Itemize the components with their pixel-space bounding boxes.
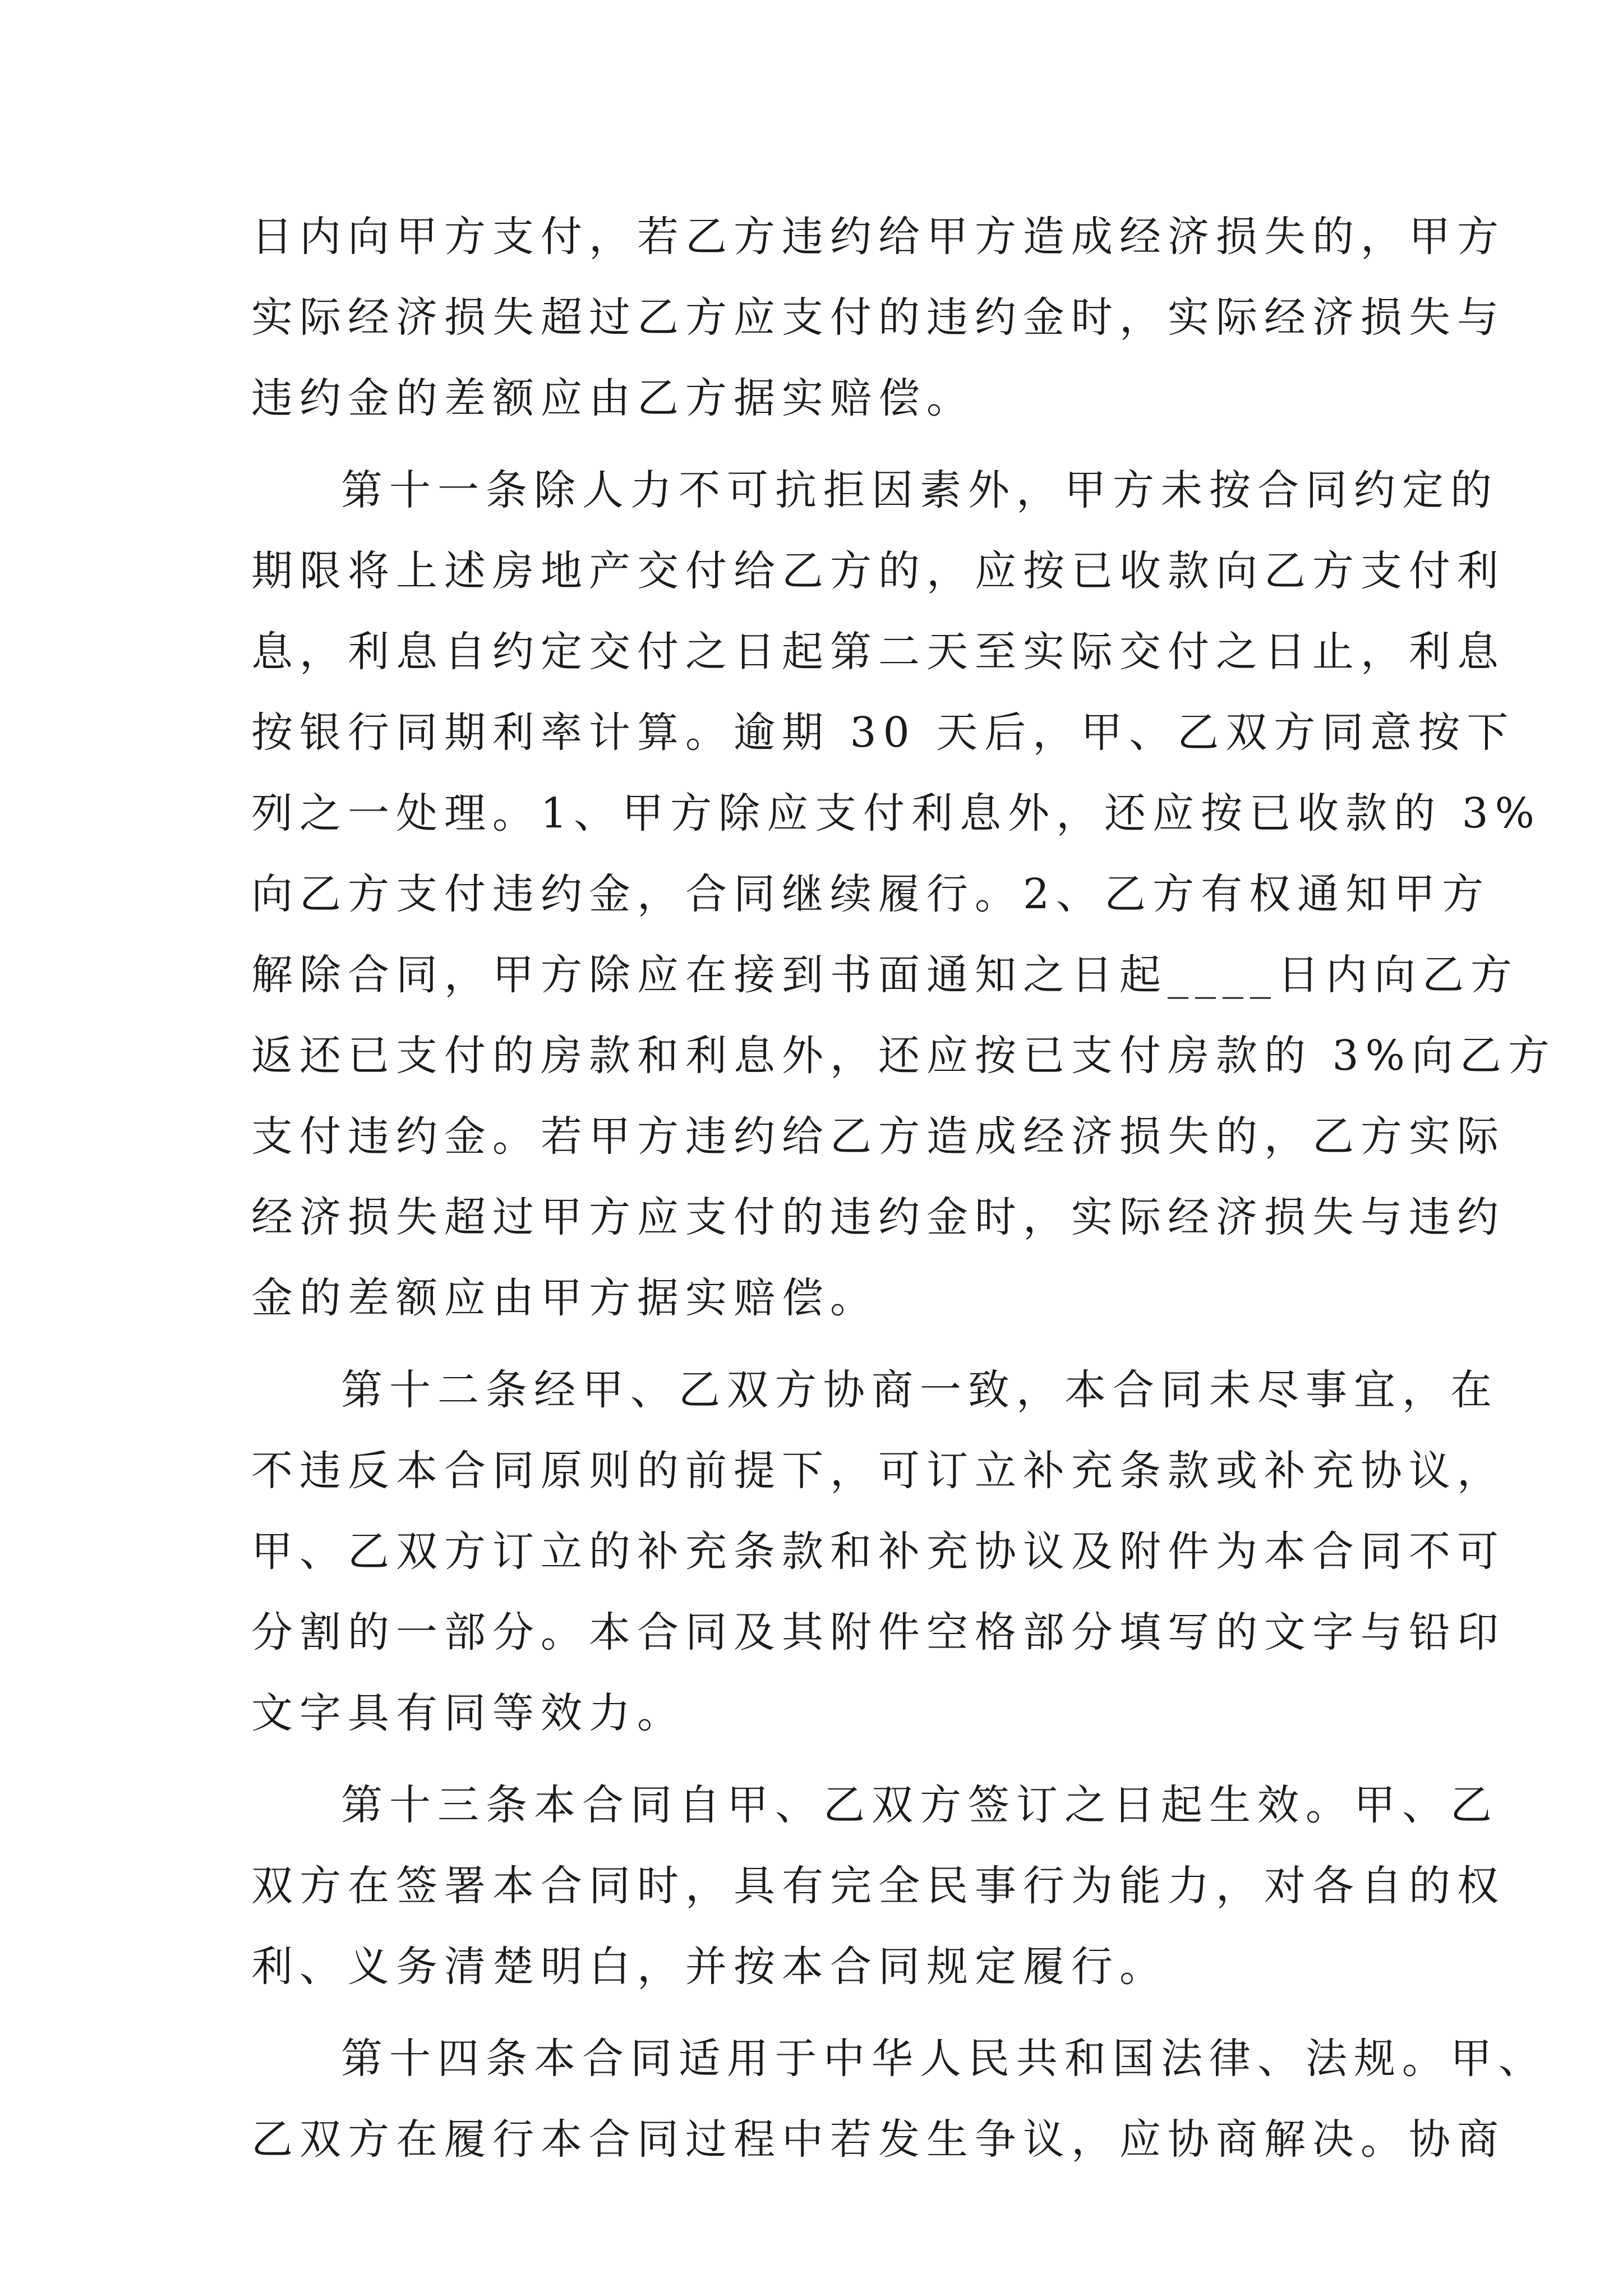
text-line: 双方在签署本合同时，具有完全民事行为能力，对各自的权 <box>251 1862 1505 1910</box>
text-line: 支付违约金。若甲方违约给乙方造成经济损失的，乙方实际 <box>251 1112 1505 1161</box>
paragraph-article-14 <box>251 2018 1547 2180</box>
text-line: 经济损失超过甲方应支付的违约金时，实际经济损失与违约 <box>251 1193 1505 1241</box>
text-line: 日内向甲方支付，若乙方违约给甲方造成经济损失的，甲方 <box>251 213 1505 261</box>
text-line: 文字具有同等效力。 <box>251 1689 685 1737</box>
text-line: 第十一条除人力不可抗拒因素外，甲方未按合同约定的 <box>341 466 1498 514</box>
text-line: 分割的一部分。本合同及其附件空格部分填写的文字与铅印 <box>251 1608 1505 1657</box>
text-line: 息，利息自约定交付之日起第二天至实际交付之日止，利息 <box>251 628 1505 676</box>
text-line: 利、义务清楚明白，并按本合同规定履行。 <box>251 1943 1168 1991</box>
paragraph-continuation <box>251 196 1505 439</box>
text-line: 按银行同期利率计算。逾期 30 天后，甲、乙双方同意按下 <box>251 708 1515 757</box>
text-line: 第十二条经甲、乙双方协商一致，本合同未尽事宜，在 <box>341 1366 1498 1414</box>
text-line: 列之一处理。1、甲方除应支付利息外，还应按已收款的 3% <box>251 789 1541 838</box>
text-line: 第十四条本合同适用于中华人民共和国法律、法规。甲、 <box>341 2035 1547 2083</box>
text-line: 第十三条本合同自甲、乙双方签订之日起生效。甲、乙 <box>341 1781 1498 1829</box>
text-line: 返还已支付的房款和利息外，还应按已支付房款的 3%向乙方 <box>251 1032 1556 1080</box>
text-line: 不违反本合同原则的前提下，可订立补充条款或补充协议， <box>251 1447 1505 1495</box>
text-line: 违约金的差额应由乙方据实赔偿。 <box>251 374 975 422</box>
paragraph-article-12 <box>251 1350 1505 1754</box>
text-line: 实际经济损失超过乙方应支付的违约金时，实际经济损失与 <box>251 293 1505 342</box>
paragraph-article-13 <box>251 1765 1505 2007</box>
text-line: 期限将上述房地产交付给乙方的，应按已收款向乙方支付利 <box>251 547 1505 595</box>
text-line: 向乙方支付违约金，合同继续履行。2、乙方有权通知甲方 <box>251 870 1491 918</box>
paragraph-article-11 <box>251 450 1556 1338</box>
text-line: 乙双方在履行本合同过程中若发生争议，应协商解决。协商 <box>251 2115 1505 2164</box>
text-line: 甲、乙双方订立的补充条款和补充协议及附件为本合同不可 <box>251 1527 1505 1576</box>
text-line: 金的差额应由甲方据实赔偿。 <box>251 1274 878 1322</box>
document-page <box>251 196 1556 2180</box>
text-line: 解除合同，甲方除应在接到书面通知之日起____日内向乙方 <box>251 951 1519 999</box>
